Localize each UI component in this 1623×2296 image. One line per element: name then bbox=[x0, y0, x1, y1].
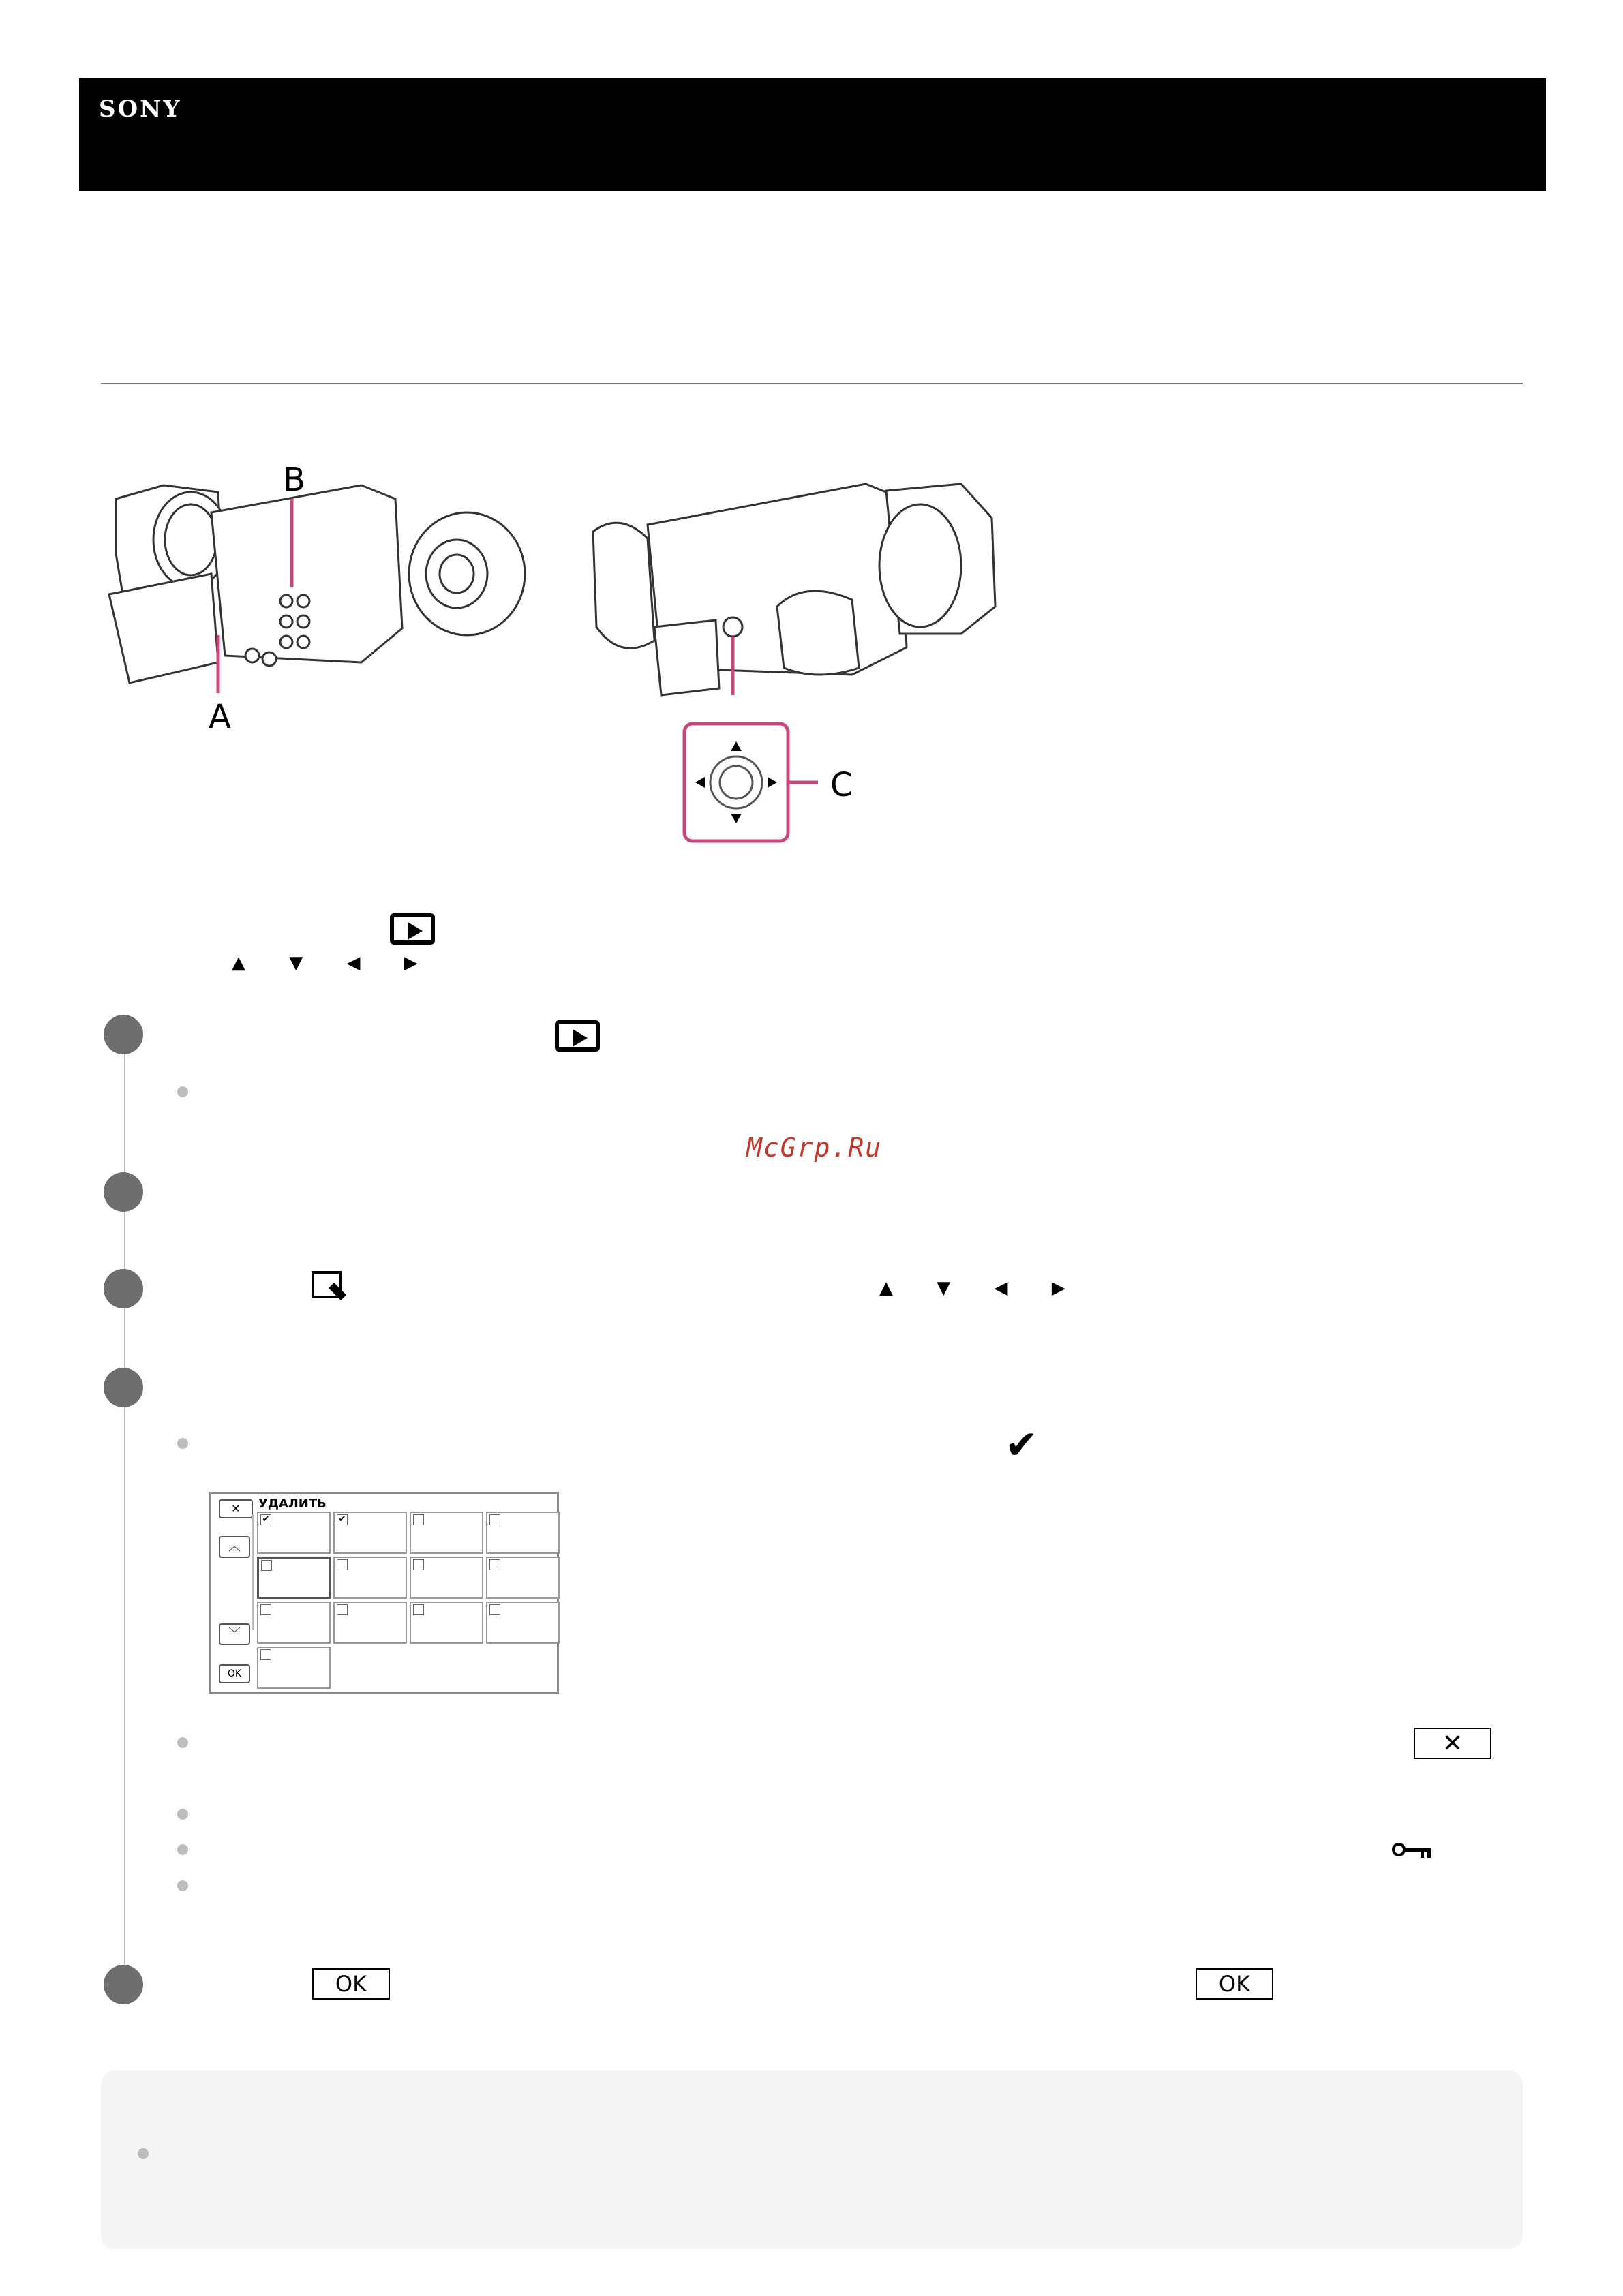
step-5-marker bbox=[104, 1965, 143, 2004]
protect-key-icon bbox=[1391, 1841, 1434, 1859]
title-divider bbox=[101, 383, 1523, 384]
thumbnail-cell[interactable] bbox=[333, 1512, 407, 1554]
checkbox[interactable] bbox=[260, 1604, 271, 1615]
checkbox[interactable] bbox=[413, 1604, 424, 1615]
screen-title: УДАЛИТЬ bbox=[258, 1497, 327, 1511]
camcorder-rear-illustration bbox=[579, 470, 1002, 852]
playback-icon[interactable] bbox=[555, 1020, 600, 1052]
checkbox[interactable] bbox=[489, 1559, 500, 1570]
close-button[interactable]: ✕ bbox=[1414, 1728, 1491, 1759]
thumbnail-cell[interactable] bbox=[333, 1602, 407, 1644]
thumbnail-cell[interactable] bbox=[486, 1602, 560, 1644]
thumbnail-cell[interactable] bbox=[257, 1602, 331, 1644]
thumbnail-cell[interactable] bbox=[486, 1557, 560, 1599]
bullet bbox=[177, 1438, 188, 1449]
arrow-keys-icon: ▲ ▼ ◀ ▶ bbox=[879, 1278, 1084, 1298]
delete-selection-screen bbox=[209, 1492, 559, 1694]
step-2-marker bbox=[104, 1172, 143, 1212]
step-3-marker bbox=[104, 1269, 143, 1308]
sony-logo: SONY bbox=[99, 95, 182, 123]
checkbox[interactable] bbox=[337, 1604, 348, 1615]
bullet bbox=[177, 1737, 188, 1748]
checkbox-checked[interactable]: ✔ bbox=[260, 1514, 271, 1525]
checkbox[interactable] bbox=[489, 1604, 500, 1615]
ok-button[interactable]: OK bbox=[1196, 1968, 1273, 2000]
playback-icon bbox=[390, 913, 435, 945]
checkbox-checked[interactable]: ✔ bbox=[337, 1514, 348, 1525]
checkbox[interactable] bbox=[413, 1514, 424, 1525]
watermark: McGrp.Ru bbox=[746, 1133, 883, 1163]
header-bar bbox=[79, 78, 1546, 191]
arrow-keys-icon: ▲ ▼ ◀ ▶ bbox=[232, 953, 437, 973]
camcorder-side-illustration bbox=[102, 458, 532, 737]
checkbox[interactable] bbox=[489, 1514, 500, 1525]
thumbnail-cell[interactable] bbox=[257, 1647, 331, 1689]
thumbnail-cell[interactable] bbox=[257, 1557, 331, 1599]
checkmark-icon: ✔ bbox=[1005, 1422, 1038, 1468]
bullet bbox=[177, 1844, 188, 1855]
thumbnail-cell[interactable] bbox=[486, 1512, 560, 1554]
checkbox[interactable] bbox=[260, 1649, 271, 1660]
thumbnail-cell[interactable] bbox=[257, 1512, 331, 1554]
thumbnail-cell[interactable] bbox=[333, 1557, 407, 1599]
thumbnail-grid bbox=[257, 1512, 557, 1692]
note-box bbox=[101, 2070, 1523, 2249]
scroll-down-button[interactable]: ﹀ bbox=[219, 1623, 250, 1645]
step-4-marker bbox=[104, 1368, 143, 1407]
bullet bbox=[177, 1809, 188, 1820]
checkbox[interactable] bbox=[413, 1559, 424, 1570]
checkbox[interactable] bbox=[337, 1559, 348, 1570]
label-a: A bbox=[209, 698, 231, 736]
label-b: B bbox=[283, 461, 305, 499]
ok-button[interactable]: OK bbox=[219, 1664, 250, 1683]
bullet bbox=[138, 2148, 149, 2159]
bullet bbox=[177, 1086, 188, 1097]
scrollbar[interactable] bbox=[252, 1514, 254, 1630]
thumbnail-cell[interactable] bbox=[410, 1512, 483, 1554]
step-1-marker bbox=[104, 1015, 143, 1054]
bullet bbox=[177, 1880, 188, 1891]
scroll-up-button[interactable]: ︿ bbox=[219, 1536, 250, 1558]
edit-icon[interactable] bbox=[311, 1270, 349, 1306]
ok-button[interactable]: OK bbox=[312, 1968, 390, 2000]
thumbnail-cell[interactable] bbox=[410, 1602, 483, 1644]
thumbnail-cell[interactable] bbox=[410, 1557, 483, 1599]
close-button[interactable]: ✕ bbox=[219, 1499, 253, 1518]
label-c: C bbox=[830, 766, 853, 804]
checkbox[interactable] bbox=[261, 1560, 272, 1571]
